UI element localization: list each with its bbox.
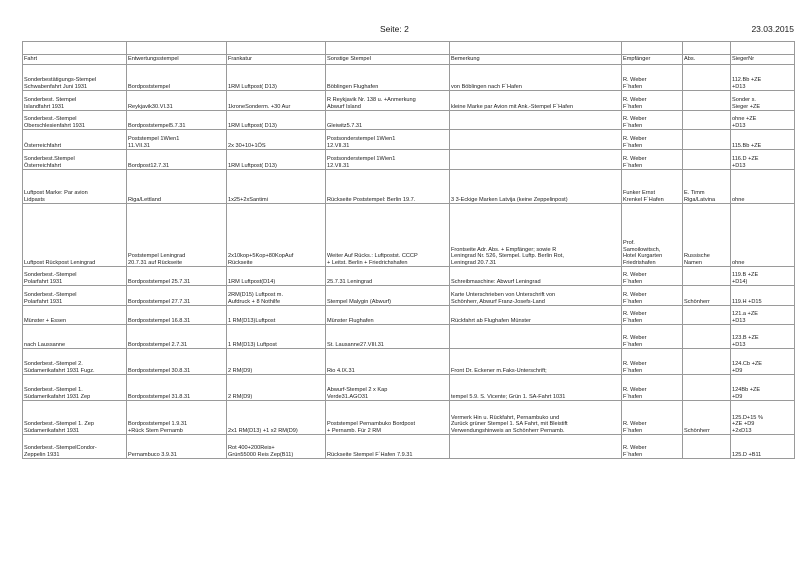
cell-entwertungsstempel: Poststempel 1Wien1 11.VII.31: [127, 130, 227, 150]
table-row: [23, 111, 795, 130]
cell-siegernr: 119.B +ZE +D14): [731, 267, 795, 286]
table-row: [23, 401, 795, 435]
cell-frankatur: 2x 30+10+1ÖS: [227, 130, 326, 150]
cell-fahrt: Sonderbest.-StempelCondor- Zeppelin 1931: [23, 435, 127, 459]
column-header-fahrt: Fahrt: [23, 55, 127, 65]
table-row: [23, 435, 795, 459]
cell-fahrt: Luftpost Rückpost Leningrad: [23, 204, 127, 267]
column-header-row: [23, 55, 795, 65]
cell-bemerkung: Vermerk Hin u. Rückfahrt, Pernambuko und Zurück grüner Stempel 1. SA Fahrt, mit Bleistift Verwendungshinweis an Schönherr Pernamb.: [450, 401, 622, 435]
table-row: [23, 375, 795, 401]
cell-siegernr: 115.Bb +ZE: [731, 130, 795, 150]
cell-frankatur: 1x25+2xSantimi: [227, 170, 326, 204]
cell-abs: E. Timm Riga/Latvina: [683, 170, 731, 204]
cell-frankatur: 2RM(D15) Luftpost m. Aufdruck + 8 Nothilfe: [227, 286, 326, 306]
cell-siegernr: 125.D+15 % +ZE +D9 +2xD13: [731, 401, 795, 435]
cell-abs: [683, 306, 731, 325]
column-header-sonstige-stempel: Sonstige Stempel: [326, 55, 450, 65]
cell-abs: [683, 435, 731, 459]
table-row: [23, 204, 795, 267]
cell-entwertungsstempel: Bordpoststempel 16.8.31: [127, 306, 227, 325]
cell-sonstige-stempel: Böblingen Flughafen: [326, 65, 450, 91]
cell-frankatur: 1RM Luftpost( D13): [227, 150, 326, 170]
cell-bemerkung: Karte Unterschrieben von Unterschrift von Schönherr, Abwurf Franz-Josefs-Land: [450, 286, 622, 306]
header-spacer-row: [23, 42, 795, 55]
cell-fahrt: Sonderbest.-Stempel Polarfahrt 1931: [23, 267, 127, 286]
cell-frankatur: 1RM Luftpost( D13): [227, 111, 326, 130]
cell-abs: [683, 130, 731, 150]
cell-bemerkung: tempel 5.9. S. Vicente; Grün 1. SA-Fahrt 1031: [450, 375, 622, 401]
cell-sonstige-stempel: R Reykjavik Nr. 138 u. +Anmerkung Abwurf Island: [326, 91, 450, 111]
cell-entwertungsstempel: Bordpoststempel 25.7.31: [127, 267, 227, 286]
cell-bemerkung: von Böblingen nach F`Hafen: [450, 65, 622, 91]
cell-entwertungsstempel: Bordpoststempel5.7.31: [127, 111, 227, 130]
cell-empfaenger: R. Weber F`hafen: [622, 150, 683, 170]
cell-sonstige-stempel: Gleiwitz5.7.31: [326, 111, 450, 130]
cell-sonstige-stempel: Postsonderstempel 1Wien1 12.VII.31: [326, 130, 450, 150]
column-header-bemerkung: Bemerkung: [450, 55, 622, 65]
cell-siegernr: 123.B +ZE +D13: [731, 325, 795, 349]
cell-empfaenger: R. Weber F`hafen: [622, 325, 683, 349]
cell-bemerkung: [450, 130, 622, 150]
cell-fahrt: Sonderbest.Stempel Österreichfahrt: [23, 150, 127, 170]
cell-empfaenger: R. Weber F`hafen: [622, 286, 683, 306]
cell-bemerkung: [450, 435, 622, 459]
stamp-table: [22, 41, 795, 459]
cell-entwertungsstempel: Poststempel Leningrad 20.7.31 auf Rückseite: [127, 204, 227, 267]
cell-sonstige-stempel: Rückseite Poststempel: Berlin 19.7.: [326, 170, 450, 204]
cell-siegernr: 116.D +ZE +D13: [731, 150, 795, 170]
cell-sonstige-stempel: Rio 4.IX.31: [326, 349, 450, 375]
cell-siegernr: 124Bb +ZE +D9: [731, 375, 795, 401]
cell-abs: Schönherr: [683, 286, 731, 306]
cell-siegernr: ohne +ZE +D13: [731, 111, 795, 130]
cell-siegernr: ohne: [731, 170, 795, 204]
cell-frankatur: 2x1 RM(D13) +1 x2 RM(D9): [227, 401, 326, 435]
cell-bemerkung: kleine Marke par Avion mit Ank.-Stempel F`Hafen: [450, 91, 622, 111]
cell-empfaenger: R. Weber F`hafen: [622, 111, 683, 130]
cell-frankatur: Rot 400+200Reis+ Grün55000 Reis Zep(B11): [227, 435, 326, 459]
cell-fahrt: Sonderbest.-Stempel Polarfahrt 1931: [23, 286, 127, 306]
cell-fahrt: nach Laussanne: [23, 325, 127, 349]
table-body: [23, 65, 795, 459]
cell-bemerkung: [450, 111, 622, 130]
cell-empfaenger: R. Weber F`hafen: [622, 65, 683, 91]
cell-entwertungsstempel: Bordpoststempel 2.7.31: [127, 325, 227, 349]
table-row: [23, 306, 795, 325]
table-row: [23, 349, 795, 375]
cell-fahrt: Sonderbestätigungs-Stempel Schwabenfahrt Juni 1931: [23, 65, 127, 91]
cell-bemerkung: [450, 325, 622, 349]
cell-fahrt: Luftpost Marke: Par avion Lidpasts: [23, 170, 127, 204]
cell-empfaenger: R. Weber F`hafen: [622, 91, 683, 111]
cell-abs: [683, 91, 731, 111]
cell-entwertungsstempel: Bordpoststempel 1.9.31 +Rück Stem Pernamb: [127, 401, 227, 435]
cell-sonstige-stempel: Münster Flughafen: [326, 306, 450, 325]
cell-siegernr: 125.D +B11: [731, 435, 795, 459]
cell-sonstige-stempel: St. Lausanne27.VIII.31: [326, 325, 450, 349]
table-row: [23, 170, 795, 204]
cell-sonstige-stempel: Stempel Malygin (Abwurf): [326, 286, 450, 306]
cell-fahrt: Sonderbest.-Stempel Oberschlesienfahrt 1931: [23, 111, 127, 130]
cell-abs: [683, 65, 731, 91]
cell-frankatur: 1 RM(D13)Luftpost: [227, 306, 326, 325]
cell-entwertungsstempel: Bordpoststempel 27.7.31: [127, 286, 227, 306]
cell-fahrt: Sonderbest.-Stempel 2. Südamerikafahrt 1931 Fugz.: [23, 349, 127, 375]
cell-abs: [683, 267, 731, 286]
column-header-empfaenger: Empfänger: [622, 55, 683, 65]
cell-entwertungsstempel: Bordpoststempel 31.8.31: [127, 375, 227, 401]
cell-fahrt: Sonderbest. Stempel Islandfahrt 1931: [23, 91, 127, 111]
cell-abs: [683, 349, 731, 375]
page-date: 23.03.2015: [751, 24, 794, 34]
table-row: [23, 286, 795, 306]
cell-fahrt: Münster + Essen: [23, 306, 127, 325]
cell-sonstige-stempel: Rückseite Stempel F`Hafen 7.9.31: [326, 435, 450, 459]
cell-abs: [683, 150, 731, 170]
table-row: [23, 65, 795, 91]
cell-bemerkung: Rückfahrt ab Flughafen Münster: [450, 306, 622, 325]
table-row: [23, 91, 795, 111]
column-header-entwertungsstempel: Entwertungsstempel: [127, 55, 227, 65]
cell-frankatur: 1 RM(D13) Luftpost: [227, 325, 326, 349]
cell-entwertungsstempel: Bordpoststempel: [127, 65, 227, 91]
cell-empfaenger: R. Weber F`hafen: [622, 306, 683, 325]
cell-abs: Schönherr: [683, 401, 731, 435]
cell-sonstige-stempel: Abwurf-Stempel 2 x Kap Verde31.AGO31: [326, 375, 450, 401]
cell-sonstige-stempel: 25.7.31 Leningrad: [326, 267, 450, 286]
cell-siegernr: Sonder s. Sieger +ZE: [731, 91, 795, 111]
column-header-siegernr: SiegerNr: [731, 55, 795, 65]
cell-frankatur: 2 RM(D9): [227, 349, 326, 375]
cell-entwertungsstempel: Riga/Lettland: [127, 170, 227, 204]
table-row: [23, 325, 795, 349]
cell-empfaenger: R. Weber F`hafen: [622, 401, 683, 435]
cell-bemerkung: Schreibmaschine: Abwurf Leningrad: [450, 267, 622, 286]
cell-empfaenger: R. Weber F`hafen: [622, 375, 683, 401]
cell-abs: [683, 325, 731, 349]
cell-abs: [683, 111, 731, 130]
cell-empfaenger: R. Weber F`hafen: [622, 435, 683, 459]
cell-frankatur: 2 RM(D9): [227, 375, 326, 401]
page-header: [0, 0, 800, 36]
column-header-frankatur: Frankatur: [227, 55, 326, 65]
cell-fahrt: Österreichfahrt: [23, 130, 127, 150]
cell-frankatur: 1RM Luftpost( D13): [227, 65, 326, 91]
cell-frankatur: 1RM Luftpost(D14): [227, 267, 326, 286]
cell-abs: [683, 375, 731, 401]
cell-fahrt: Sonderbest.-Stempel 1. Südamerikafahrt 1931 Zep: [23, 375, 127, 401]
cell-frankatur: 1kroneSonderm. +30 Aur: [227, 91, 326, 111]
cell-bemerkung: Front Dr. Eckener m.Faks-Unterschrift;: [450, 349, 622, 375]
cell-sonstige-stempel: Postsonderstempel 1Wien1 12.VII.31: [326, 150, 450, 170]
table-row: [23, 130, 795, 150]
column-header-abs: Abs.: [683, 55, 731, 65]
page-number: Seite: 2: [380, 24, 409, 34]
cell-empfaenger: R. Weber F`hafen: [622, 130, 683, 150]
cell-empfaenger: R. Weber F`hafen: [622, 349, 683, 375]
cell-empfaenger: Funker Ernst Krenkel F`Hafen: [622, 170, 683, 204]
cell-empfaenger: R. Weber F`hafen: [622, 267, 683, 286]
table-row: [23, 267, 795, 286]
cell-sonstige-stempel: Weiter Auf Rücks.: Luftpostst. CCCP + Leitst. Berlin + Friedrichshafen: [326, 204, 450, 267]
cell-siegernr: 119.H +D15: [731, 286, 795, 306]
cell-entwertungsstempel: Reykjavik30.VI.31: [127, 91, 227, 111]
cell-siegernr: 124.Cb +ZE +D9: [731, 349, 795, 375]
cell-entwertungsstempel: Bordpoststempel 30.8.31: [127, 349, 227, 375]
cell-sonstige-stempel: Poststempel Pernambuko Bordpost + Pernamb. Für 2 RM: [326, 401, 450, 435]
cell-siegernr: 112.Bb +ZE +D13: [731, 65, 795, 91]
cell-empfaenger: Prof. Samoilowitsch, Hotel Kurgarten Friedrishafen: [622, 204, 683, 267]
table-row: [23, 150, 795, 170]
cell-frankatur: 2x10kop+5Kop+80KopAuf Rückseite: [227, 204, 326, 267]
cell-bemerkung: 3 3-Eckige Marken Latvija (keine Zeppelinpost): [450, 170, 622, 204]
cell-abs: Russische Namen: [683, 204, 731, 267]
cell-bemerkung: Frontseite Adr. Abs. + Empfänger; sowie R Leningrad Nr. 526, Stempel. Luftp. Berlin Rot, Leningrad 20.7.31: [450, 204, 622, 267]
cell-siegernr: ohne: [731, 204, 795, 267]
cell-entwertungsstempel: Pernambuco 3.9.31: [127, 435, 227, 459]
cell-siegernr: 121.a +ZE +D13: [731, 306, 795, 325]
cell-entwertungsstempel: Bordpost12.7.31: [127, 150, 227, 170]
cell-bemerkung: [450, 150, 622, 170]
cell-fahrt: Sonderbest.-Stempel 1. Zep Südamerikafahrt 1931: [23, 401, 127, 435]
